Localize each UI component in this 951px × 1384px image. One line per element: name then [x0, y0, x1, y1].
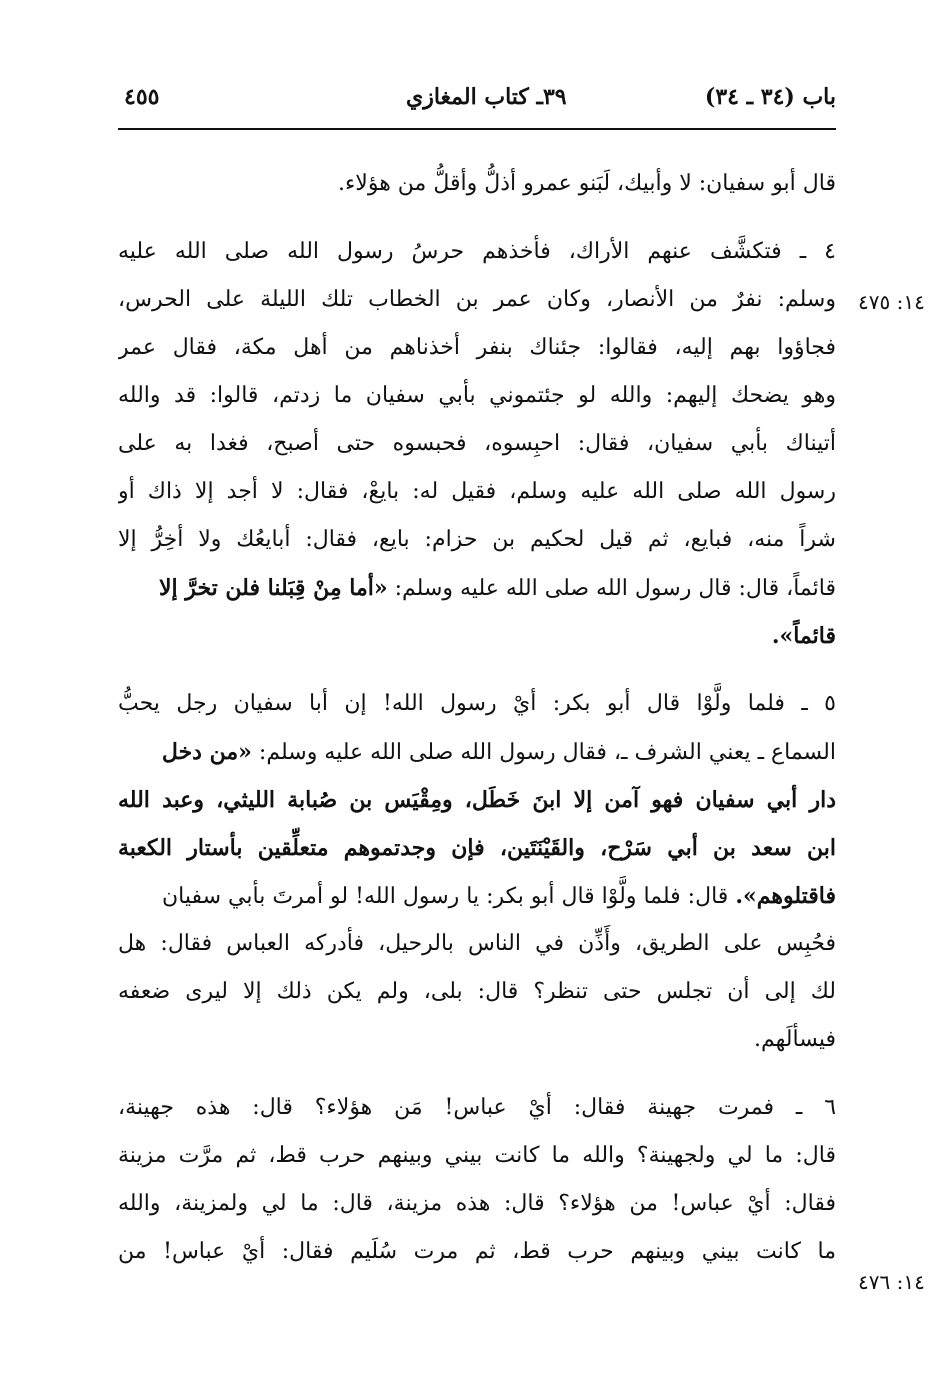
body-text	[118, 160, 836, 1276]
text-segment: قال: فلما ولَّوْا قال أبو بكر: يا رسول الله! لو أمرتَ بأبي سفيان	[161, 884, 729, 909]
text-line: أتيناك بأبي سفيان، فقال: احبِسوه، فحبسوه حتى أصبح، فغدا به على	[118, 431, 836, 456]
paragraph-6-line: ٦ ـ فمرت جهينة فقال: أيْ عباس! مَن هؤلاء؟ قال: هذه جهينة،	[118, 1095, 836, 1120]
hadith-quote: «من دخل	[161, 739, 252, 765]
header-rule	[118, 128, 836, 130]
hadith-quote: فاقتلوهم».	[735, 883, 836, 909]
text-line	[118, 872, 836, 920]
paragraph-5-line: ٥ ـ فلما ولَّوْا قال أبو بكر: أيْ رسول الله! إن أبا سفيان رجل يحبُّ	[118, 691, 836, 716]
text-line: فيسألَهم.	[754, 1027, 836, 1052]
text-segment: السماع ـ يعني الشرف ـ، فقال رسول الله صلى الله عليه وسلم:	[258, 740, 836, 765]
page-header	[118, 84, 836, 124]
text-line	[118, 564, 836, 612]
text-line: رسول الله صلى الله عليه وسلم، فقيل له: بايعْ، فقال: لا أجد إلا ذاك أو	[118, 479, 836, 504]
hadith-quote: ابن سعد بن أبي سَرْح، والقَيْنَتَين، فإن وجدتموهم متعلِّقين بأستار الكعبة	[118, 835, 836, 861]
text-line: وهو يضحك إليهم: والله لو جئتموني بأبي سفيان ما زدتم، قالوا: قد والله	[118, 383, 836, 408]
page-number: ٤٥٥	[124, 84, 160, 110]
text-line: قال: ما لي ولجهينة؟ والله ما كانت بيني وبينهم حرب قط، ثم مرَّت مزينة	[118, 1143, 836, 1168]
hadith-quote: دار أبي سفيان فهو آمن إلا ابنَ خَطَل، ومِقْيَس بن صُبابة الليثي، وعبد الله	[118, 787, 836, 813]
text-line: فجاؤوا بهم إليه، فقالوا: جئناك بنفر أخذناهم من أهل مكة، فقال عمر	[118, 335, 836, 360]
text-line	[118, 728, 836, 776]
book-title: ٣٩ـ كتاب المغازي	[406, 84, 567, 110]
text-line: فقال: أيْ عباس! من هؤلاء؟ قال: هذه مزينة، قال: ما لي ولمزينة، والله	[118, 1191, 836, 1216]
margin-reference: ١٤: ٤٧٥	[858, 290, 925, 314]
text-line: شراً منه، فبايع، ثم قيل لحكيم بن حزام: بايع، فقال: أبايعُك ولا أخِرُّ إلا	[118, 527, 836, 552]
text-line: قال أبو سفيان: لا وأبيك، لَبَنو عمرو أذلُّ وأقلُّ من هؤلاء.	[337, 171, 836, 196]
text-line: وسلم: نفرٌ من الأنصار، وكان عمر بن الخطاب تلك الليلة على الحرس،	[118, 287, 836, 312]
text-line: لك إلى أن تجلس حتى تنظر؟ قال: بلى، ولم يكن ذلك إلا ليرى ضعفه	[118, 979, 836, 1004]
hadith-quote: «أما مِنْ قِبَلنا فلن تخرَّ إلا	[158, 575, 388, 601]
text-line: ما كانت بيني وبينهم حرب قط، ثم مرت سُلَيم فقال: أيْ عباس! من	[118, 1239, 836, 1264]
text-line: فحُبِس على الطريق، وأَذِّن في الناس بالرحيل، فأدركه العباس فقال: هل	[118, 931, 836, 956]
margin-reference: ١٤: ٤٧٦	[858, 1270, 925, 1294]
paragraph-4-line: ٤ ـ فتكشَّف عنهم الأراك، فأخذهم حرسُ رسول الله صلى الله عليه	[118, 239, 836, 264]
hadith-quote: قائماً».	[771, 623, 836, 649]
text-segment: قائماً، قال: قال رسول الله صلى الله عليه وسلم:	[394, 576, 836, 601]
chapter-heading: باب (٣٤ ـ ٣٤)	[704, 84, 836, 110]
